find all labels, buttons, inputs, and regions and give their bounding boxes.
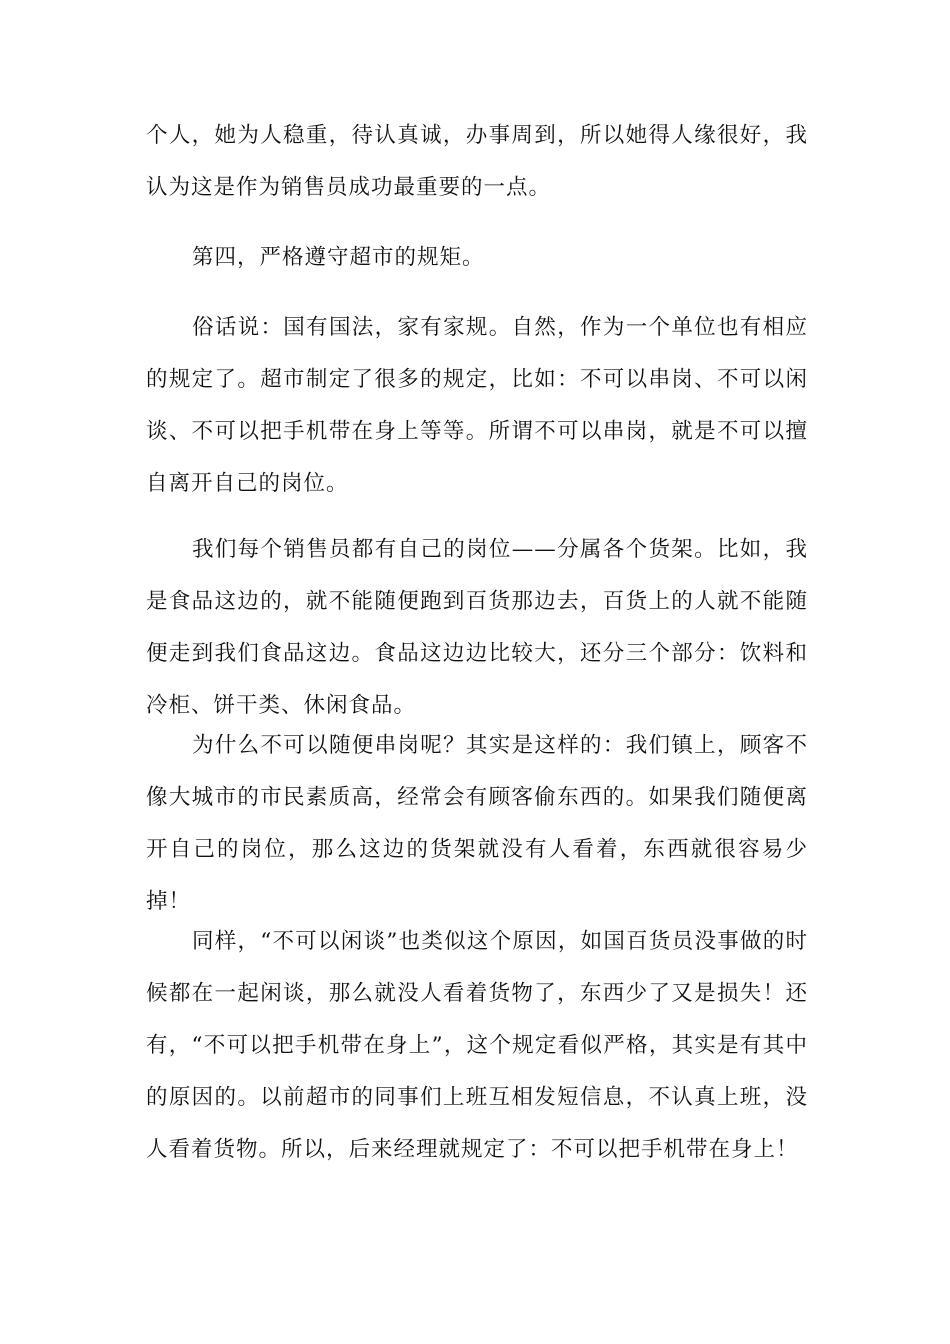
paragraph-rules: 俗话说：国有国法，家有家规。自然，作为一个单位也有相应的规定了。超市制定了很多的规定，比如：不可以串岗、不可以闲谈、不可以把手机带在身上等等。所谓不可以串岗，就是不可以擅自离开自己的岗位。 [146, 315, 808, 496]
paragraph-similarly: 同样，“不可以闲谈”也类似这个原因，如国百货员没事做的时候都在一起闲谈，那么就没人看着货物了，东西少了又是损失！还有，“不可以把手机带在身上”，这个规定看似严格，其实是有其中的原因的。以前超市的同事们上班互相发短信息，不认真上班，没人看着货物。所以，后来经理就规定了：不可以把手机带在身上！ [146, 929, 808, 1162]
section-heading-fourth: 第四，严格遵守超市的规矩。 [192, 245, 485, 270]
paragraph-why: 为什么不可以随便串岗呢？其实是这样的：我们镇上，顾客不像大城市的市民素质高，经常会有顾客偷东西的。如果我们随便离开自己的岗位，那么这边的货架就没有人看着，东西就很容易少掉！ [146, 733, 808, 914]
paragraph-continuation: 个人，她为人稳重，待认真诚，办事周到，所以她得人缘很好，我认为这是作为销售员成功最重要的一点。 [146, 123, 808, 200]
paragraph-posts: 我们每个销售员都有自己的岗位——分属各个货架。比如，我是食品这边的，就不能随便跑到百货那边去，百货上的人就不能随便走到我们食品这边。食品这边边比较大，还分三个部分：饮料和冷柜、饼干类、休闲食品。 [146, 537, 808, 718]
